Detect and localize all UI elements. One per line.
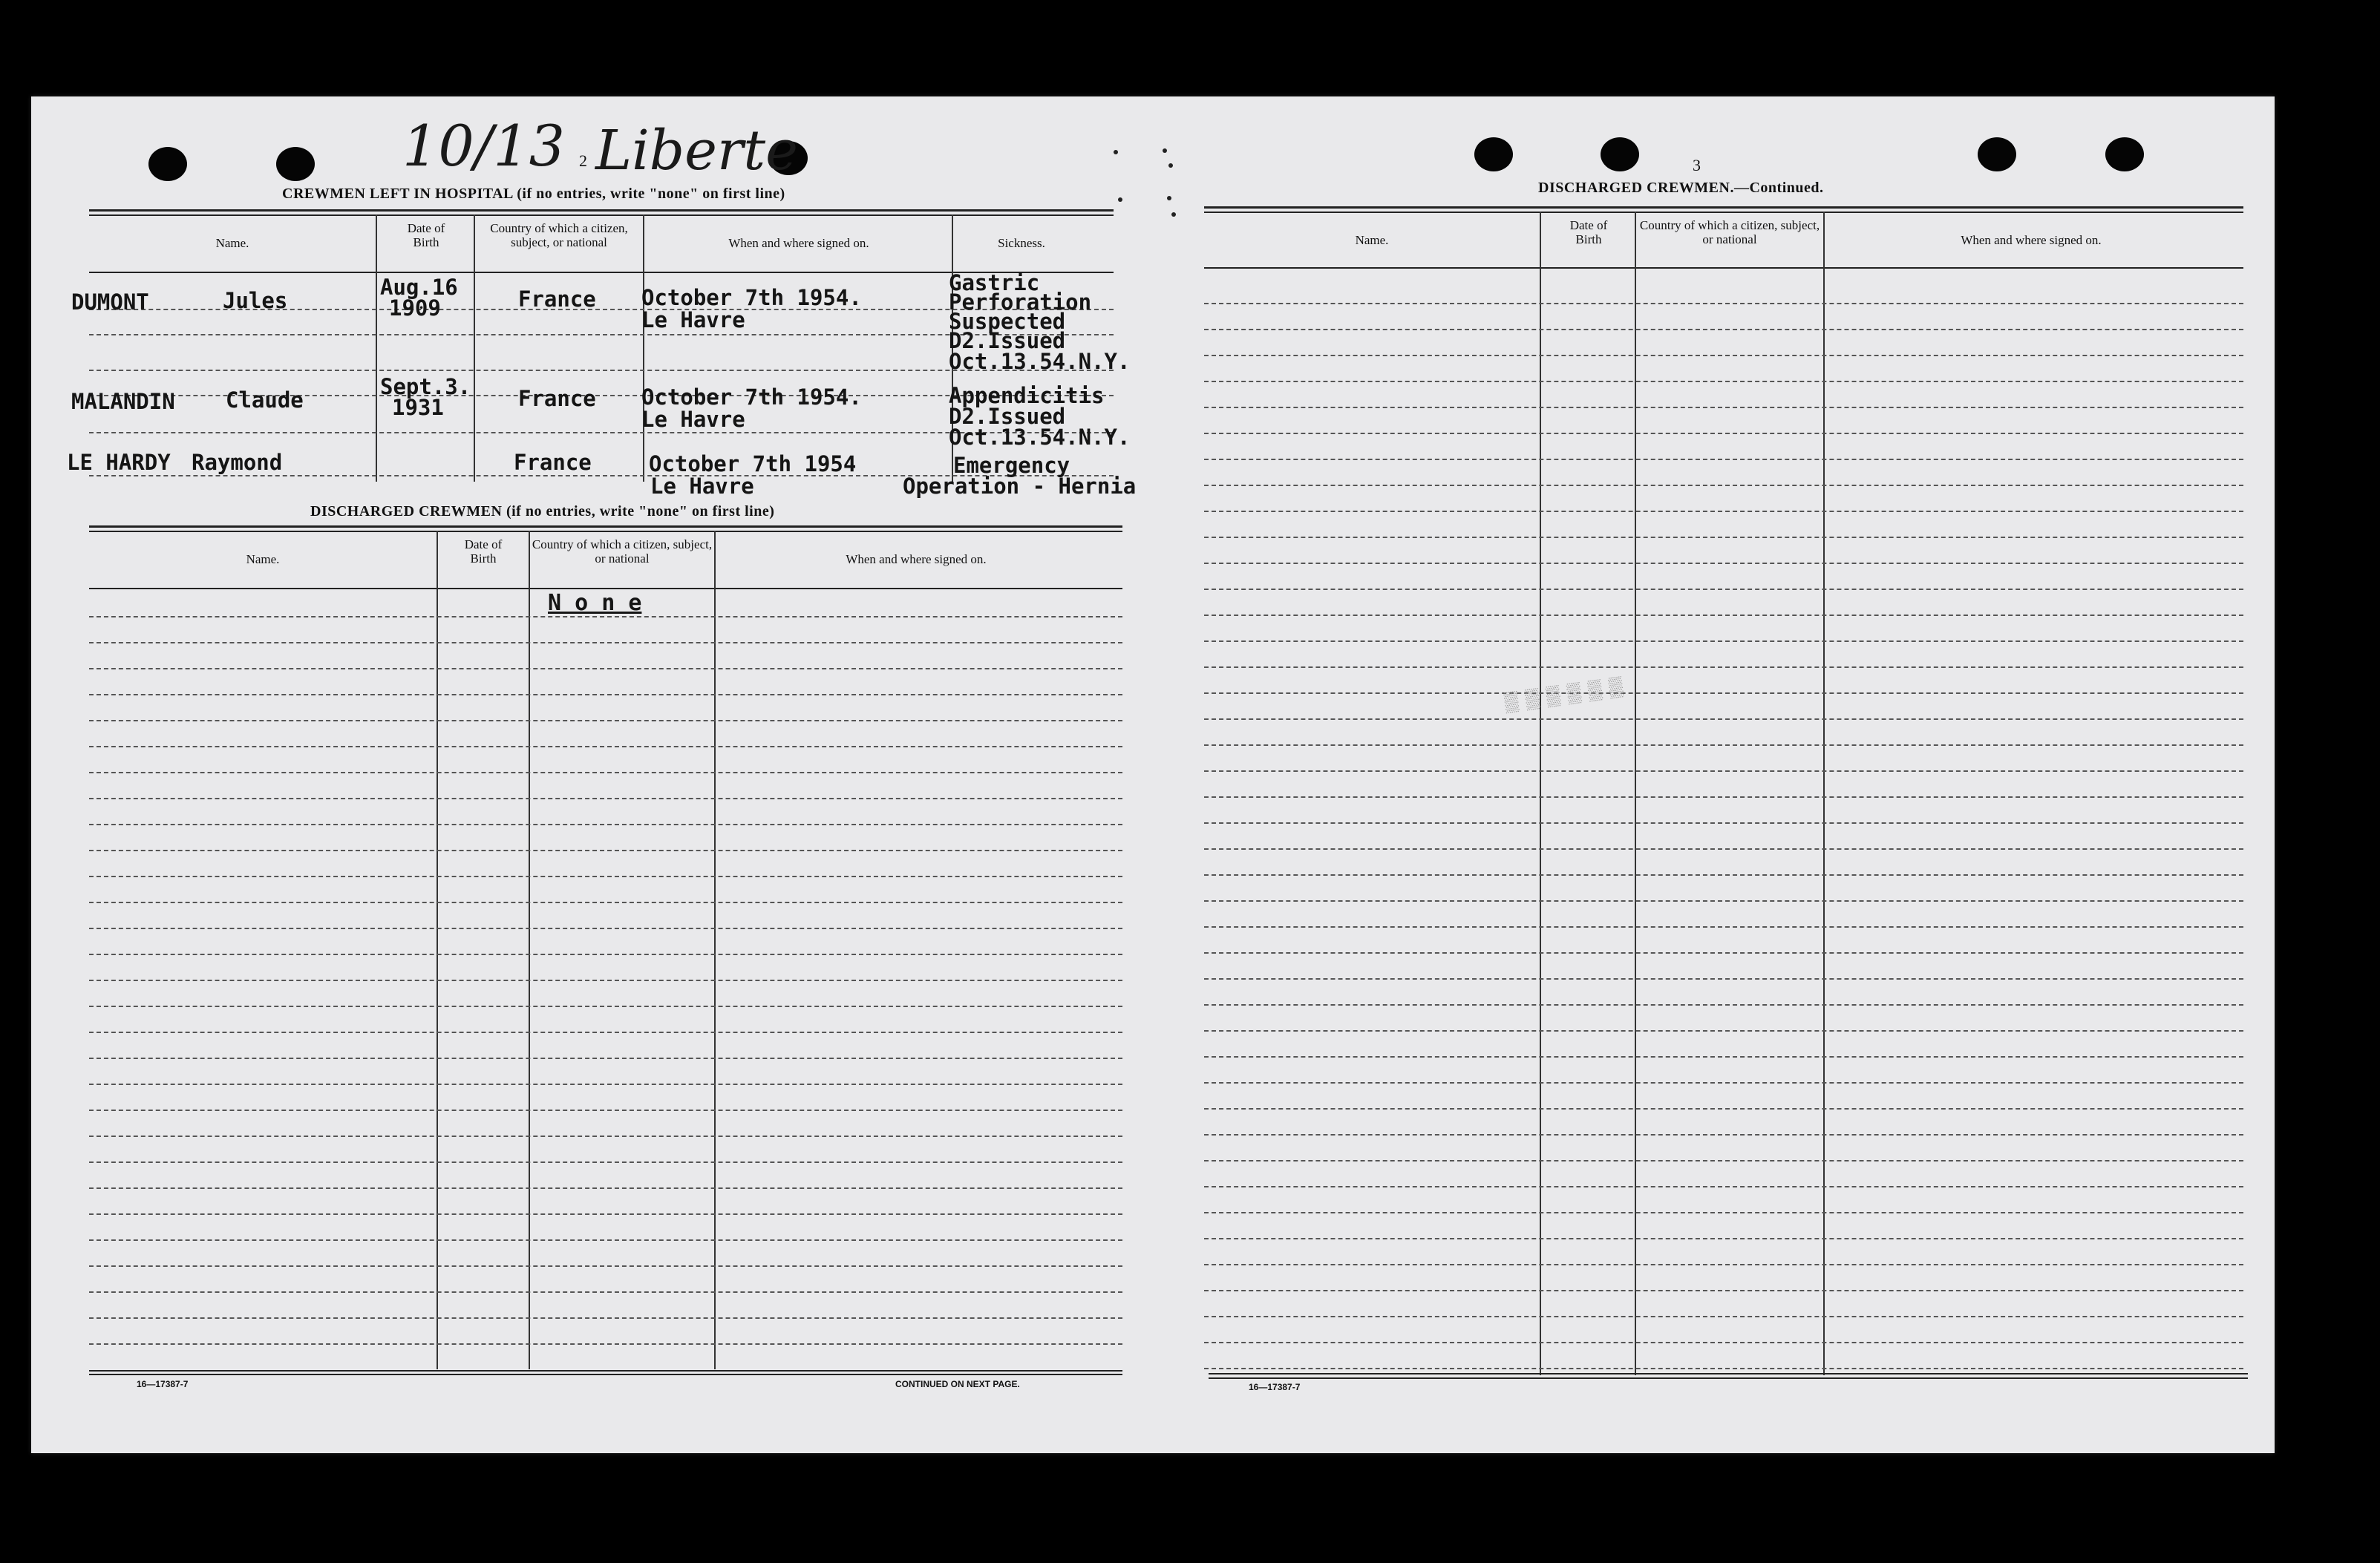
punch-hole [1978,137,2016,171]
continued-note: CONTINUED ON NEXT PAGE. [895,1379,1020,1389]
crew-dob-year: 1931 [392,395,444,420]
crew-given-name: Raymond [192,450,283,475]
table-rule [89,214,1114,216]
binding-dot [1163,148,1167,153]
faint-stamp: ▒▒▒▒▒▒ [1503,674,1632,713]
entry-line [89,1084,1122,1085]
crew-signed-on-place: Le Havre [641,307,745,332]
entry-line [1204,1186,2243,1187]
column-header-dob: Date of Birth [1569,218,1608,246]
punch-hole [148,147,187,181]
entry-line [1204,1264,2243,1265]
none-entry: N o n e [548,590,642,616]
entry-line [1204,666,2243,668]
table-rule [1204,206,2243,209]
left-page-number: 2 [579,151,587,170]
column-header-country: Country of which a citizen, subject, or national [490,221,628,249]
entry-line [89,694,1122,695]
column-header-sickness: Sickness. [998,236,1045,250]
column-header-country: Country of which a citizen, subject, or national [1639,218,1820,246]
entry-line [1204,1030,2243,1032]
crew-signed-on: October 7th 1954 [649,451,857,476]
binding-dot [1168,163,1173,168]
entry-line [89,1136,1122,1137]
column-divider [437,531,438,1369]
entry-line [1204,640,2243,642]
entry-line [1204,1238,2243,1239]
right-page-number: 3 [1693,156,1701,174]
entry-line [89,850,1122,851]
crew-sickness: Perforation [949,289,1092,315]
crew-sickness: Oct.13.54.N.Y. [949,425,1131,450]
entry-line [1204,511,2243,512]
crew-sickness: Suspected [949,309,1066,334]
crew-surname: DUMONT [71,289,149,315]
right-section-title: DISCHARGED CREWMEN.—Continued. [1538,180,1824,196]
entry-line [1204,1316,2243,1317]
entry-line [89,772,1122,773]
column-header-signed-on: When and where signed on. [1961,233,2102,247]
entry-line [89,1343,1122,1345]
column-header-signed-on: When and where signed on. [728,236,869,250]
entry-line [1204,952,2243,954]
entry-line [1204,459,2243,460]
table-rule [89,531,1122,532]
column-header-dob: Date of Birth [407,221,445,249]
crew-sickness: D2.Issued [949,328,1066,353]
entry-line [1204,1082,2243,1084]
column-divider [529,531,530,1369]
entry-line [1204,978,2243,980]
entry-line [1204,1004,2243,1006]
manifest-sheet [31,96,2275,1453]
crew-dob: Aug.16 [380,275,458,300]
column-header-name: Name. [1355,233,1389,247]
punch-hole [2105,137,2144,171]
entry-line [1204,926,2243,928]
table-rule [89,1374,1122,1375]
entry-line [1204,744,2243,746]
column-divider [1635,212,1636,1375]
punch-hole [276,147,315,181]
discharged-section-title: DISCHARGED CREWMEN (if no entries, write "none" on first line) [310,503,775,520]
entry-line [89,798,1122,799]
crew-given-name: Claude [226,387,304,413]
crew-country: France [518,286,596,312]
entry-line [89,746,1122,747]
entry-line [89,1317,1122,1319]
entry-line [1204,563,2243,564]
entry-line [1204,433,2243,434]
crew-sickness: Emergency [953,453,1070,478]
entry-line [1204,615,2243,616]
punch-hole [1474,137,1513,171]
entry-line [1204,381,2243,382]
entry-line [89,954,1122,955]
entry-line [89,1291,1122,1293]
column-header-name: Name. [246,552,280,566]
entry-line [1204,1342,2243,1343]
entry-line [89,720,1122,721]
column-divider [376,214,377,482]
crew-sickness: D2.Issued [949,404,1066,429]
crew-sickness: Gastric [949,270,1040,295]
entry-line [89,1187,1122,1189]
entry-line [1204,796,2243,798]
handwritten-ship-name: Liberte [595,119,798,183]
entry-line [1204,718,2243,720]
crew-signed-on-place: Le Havre [641,407,745,432]
crew-sickness: Appendicitis [949,383,1105,408]
table-rule [1209,1373,2248,1374]
hospital-section-title: CREWMEN LEFT IN HOSPITAL (if no entries, write "none" on first line) [282,186,785,202]
entry-line [89,1058,1122,1059]
entry-line [1204,848,2243,850]
column-header-signed-on: When and where signed on. [846,552,987,566]
crew-surname: MALANDIN [71,389,175,414]
binding-dot [1171,212,1176,217]
column-header-country: Country of which a citizen, subject, or national [532,537,713,566]
entry-line [1204,355,2243,356]
entry-line [1204,589,2243,590]
crew-given-name: Jules [223,288,288,313]
table-rule [1204,267,2243,269]
crew-country: France [518,386,596,411]
entry-line [1204,303,2243,304]
column-divider [643,214,644,482]
entry-line [89,928,1122,929]
crew-signed-on: October 7th 1954. [641,285,862,310]
entry-line [1204,1290,2243,1291]
entry-line [89,1032,1122,1033]
entry-line [89,1161,1122,1163]
punch-hole [1601,137,1639,171]
column-divider [1540,212,1541,1375]
entry-line [1204,485,2243,486]
column-divider [474,214,475,482]
crew-sickness: Oct.13.54.N.Y. [949,349,1131,374]
entry-line [1204,1056,2243,1058]
entry-line [1204,1368,2243,1369]
entry-line [1204,1134,2243,1136]
table-rule [1209,1377,2248,1379]
entry-line [89,642,1122,643]
entry-line [89,616,1122,617]
column-divider [714,531,716,1369]
entry-line [89,668,1122,669]
table-rule [89,1370,1122,1372]
column-header-dob: Date of Birth [464,537,503,566]
table-rule [89,209,1114,212]
entry-line [89,1239,1122,1241]
entry-line [1204,407,2243,408]
crew-signed-on: October 7th 1954. [641,384,862,410]
table-rule [89,525,1122,528]
table-rule [1204,212,2243,213]
entry-line [1204,900,2243,902]
entry-line [1204,1212,2243,1213]
form-number: 16—17387-7 [137,1379,189,1389]
column-divider [1823,212,1825,1375]
entry-line [1204,1160,2243,1161]
crew-signed-on-place: Le Havre [650,474,754,499]
entry-line [1204,537,2243,538]
entry-line [1204,692,2243,694]
form-number: 16—17387-7 [1249,1382,1301,1392]
entry-line [89,1110,1122,1111]
entry-line [1204,329,2243,330]
entry-line [89,824,1122,825]
crew-sickness: Operation - Hernia [903,474,1137,499]
entry-line [89,1213,1122,1215]
handwritten-date: 10/13 [402,113,566,179]
entry-line [1204,1108,2243,1110]
entry-line [89,980,1122,981]
binding-dot [1118,197,1122,202]
crew-dob: Sept.3. [380,374,471,399]
entry-line [89,902,1122,903]
entry-line [1204,874,2243,876]
table-rule [89,588,1122,589]
column-header-name: Name. [215,236,249,250]
entry-line [1204,822,2243,824]
entry-line [89,876,1122,877]
entry-line [89,1265,1122,1267]
crew-dob-year: 1909 [389,295,441,321]
crew-country: France [514,450,592,475]
binding-dot [1167,196,1171,200]
entry-line [89,1006,1122,1007]
binding-dot [1114,150,1118,154]
entry-line [1204,770,2243,772]
crew-surname: LE HARDY [67,450,171,475]
